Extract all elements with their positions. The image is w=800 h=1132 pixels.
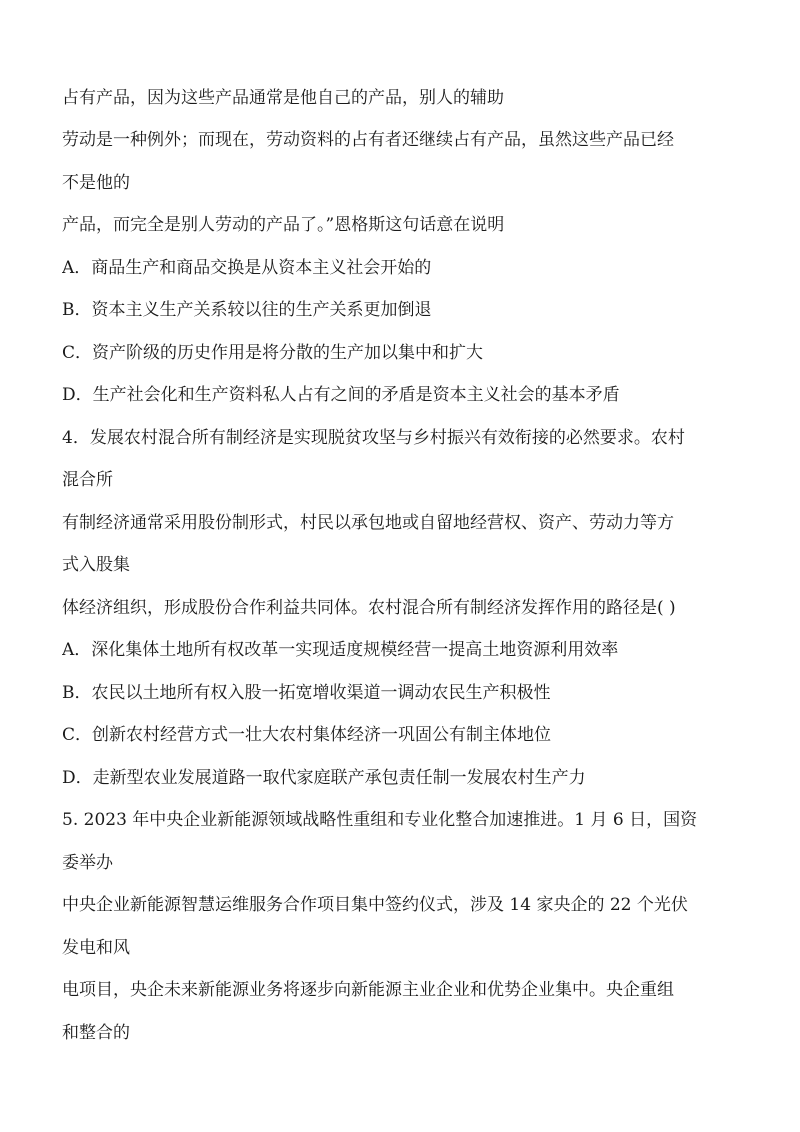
text-line: 式入股集 bbox=[62, 555, 130, 575]
option-a: A．深化集体土地所有权改革一实现适度规模经营一提高土地资源利用效率 bbox=[62, 640, 619, 660]
option-c: C．创新农村经营方式一壮大农村集体经济一巩固公有制主体地位 bbox=[62, 725, 552, 745]
text-line: 电项目，央企未来新能源业务将逐步向新能源主业企业和优势企业集中。央企重组 bbox=[62, 980, 674, 1000]
text-line: 混合所 bbox=[62, 470, 113, 490]
text-line: 和整合的 bbox=[62, 1023, 130, 1043]
text-line: 体经济组织，形成股份合作利益共同体。农村混合所有制经济发挥作用的路径是( ) bbox=[62, 598, 676, 618]
option-c: C．资产阶级的历史作用是将分散的生产加以集中和扩大 bbox=[62, 343, 484, 363]
text-line: 委举办 bbox=[62, 853, 113, 873]
option-d: D．走新型农业发展道路一取代家庭联产承包责任制一发展农村生产力 bbox=[62, 768, 586, 788]
text-line: 劳动是一种例外；而现在，劳动资料的占有者还继续占有产品，虽然这些产品已经 bbox=[62, 130, 674, 150]
text-line: 中央企业新能源智慧运维服务合作项目集中签约仪式，涉及 14 家央企的 22 个光伏 bbox=[62, 895, 688, 915]
question-5-text: 5. 2023 年中央企业新能源领域战略性重组和专业化整合加速推进。1 月 6 日，国资 bbox=[62, 810, 698, 830]
text-line: 不是他的 bbox=[62, 173, 130, 193]
question-4-text: 4．发展农村混合所有制经济是实现脱贫攻坚与乡村振兴有效衔接的必然要求。农村 bbox=[62, 428, 685, 448]
text-line: 占有产品，因为这些产品通常是他自己的产品，别人的辅助 bbox=[62, 88, 504, 108]
text-line: 有制经济通常采用股份制形式，村民以承包地或自留地经营权、资产、劳动力等方 bbox=[62, 513, 674, 533]
option-b: B．资本主义生产关系较以往的生产关系更加倒退 bbox=[62, 300, 432, 320]
text-line: 发电和风 bbox=[62, 938, 130, 958]
option-a: A．商品生产和商品交换是从资本主义社会开始的 bbox=[62, 258, 432, 278]
option-b: B．农民以土地所有权入股一拓宽增收渠道一调动农民生产积极性 bbox=[62, 683, 551, 703]
option-d: D．生产社会化和生产资料私人占有之间的矛盾是资本主义社会的基本矛盾 bbox=[62, 385, 620, 405]
text-line: 产品，而完全是别人劳动的产品了。”恩格斯这句话意在说明 bbox=[62, 215, 505, 235]
